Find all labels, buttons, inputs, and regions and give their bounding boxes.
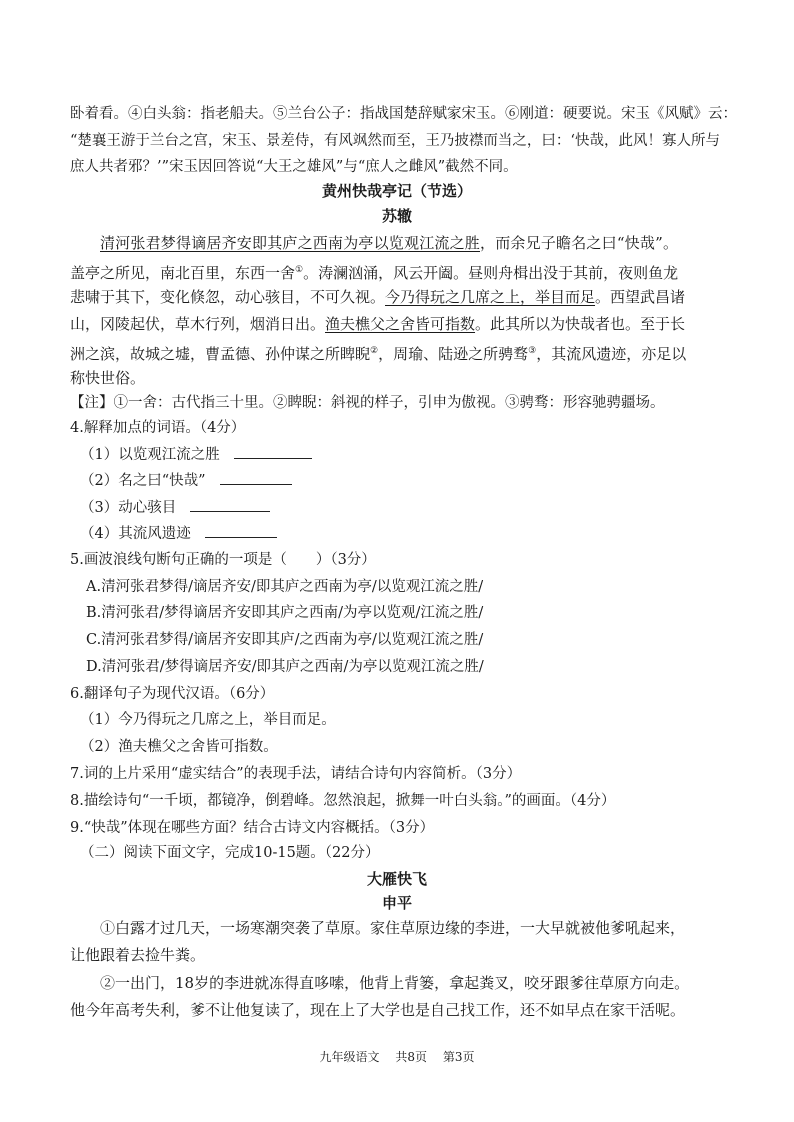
q5-option-b[interactable]: B.清河张君/梦得谪居齐安即其庐之西南/为亭以览观/江流之胜/	[86, 605, 484, 621]
footnote-line-3: 庶人共者邪？’”宋玉因回答说“大王之雄风”与“庶人之雌风”截然不同。	[70, 159, 518, 175]
answer-blank[interactable]	[190, 497, 270, 512]
answer-blank[interactable]	[220, 470, 292, 485]
question-5: 5.画波浪线句断句正确的一项是（ ）（3分）	[70, 552, 376, 568]
q6-item-2: （2）渔夫樵父之舍皆可指数。	[80, 739, 278, 755]
story-title: 大雁快飞	[366, 870, 427, 888]
wavy-sentence: 清河张君梦得谪居齐安即其庐之西南为亭以览观江流之胜	[100, 234, 481, 252]
story-author: 申平	[381, 894, 412, 912]
q6-item-1: （1）今乃得玩之几席之上，举目而足。	[80, 712, 336, 728]
q4-item-2: （2）名之曰“快哉”	[80, 470, 750, 491]
q5-option-d[interactable]: D.清河张君/梦得谪居齐安/即其庐之西南/为亭以览观江流之胜/	[86, 659, 484, 675]
question-8: 8.描绘诗句“一千顷，都镜净，倒碧峰。忽然浪起，掀舞一叶白头翁。”的画面。（4分）	[70, 793, 616, 809]
underlined-sentence-1: 今乃得玩之几席之上，举目而足	[385, 288, 596, 306]
story-p2-line-2: 他今年高考失利，爹不让他复读了，现在上了大学也是自己找工作，还不如早点在家干活呢。	[70, 1001, 686, 1019]
question-6: 6.翻译句子为现代汉语。（6分）	[70, 686, 275, 702]
footnote-line-2: “楚襄王游于兰台之宫，宋玉、景差侍，有风飒然而至，王乃披襟而当之，曰：‘快哉，此风！寡人所与	[70, 133, 721, 149]
page-footer	[0, 1048, 794, 1065]
story-p1-line-2: 让他跟着去捡牛粪。	[70, 946, 206, 964]
q4-item-1: （1）以览观江流之胜	[80, 444, 750, 465]
q4-item-3: （3）动心骇目	[80, 497, 750, 518]
essay-line-6: 称快世俗。	[70, 369, 146, 387]
story-p1-line-1: ①白露才过几天，一场寒潮突袭了草原。家住草原边缘的李进，一大早就被他爹吼起来，	[100, 919, 686, 937]
story-p2-line-1: ②一出门，18岁的李进就冻得直哆嗦，他背上背篓，拿起粪叉，咬牙跟爹往草原方向走。	[100, 974, 690, 992]
q5-option-c[interactable]: C.清河张君梦得/谪居齐安即其庐/之西南为亭/以览观江流之胜/	[86, 632, 484, 648]
footer-total-pages: 共8页	[395, 1050, 427, 1064]
essay-note: 【注】①一舍：古代指三十里。②睥睨：斜视的样子，引申为傲视。③骋骛：形容驰骋疆场。	[70, 395, 665, 411]
answer-blank[interactable]	[205, 523, 277, 538]
footnote-line-1: 卧着看。④白头翁：指老船夫。⑤兰台公子：指战国楚辞赋家宋玉。⑥刚道：硬要说。宋玉《风赋》云：	[70, 106, 737, 122]
footer-subject: 九年级语文	[319, 1050, 380, 1064]
essay-line-2: 盖亭之所见，南北百里，东西一舍①。涛澜汹涌，风云开阖。昼则舟楫出没于其前，夜则鱼龙	[70, 264, 679, 282]
essay-line-5: 洲之滨，故城之墟，曹孟德、孙仲谋之所睥睨②，周瑜、陆逊之所骋骛③，其流风遗迹，亦足以	[70, 345, 687, 363]
essay-line-3: 悲啸于其下，变化倏忽，动心骇目，不可久视。今乃得玩之几席之上，举目而足。西望武昌诸	[70, 288, 686, 306]
q5-option-a[interactable]: A.清河张君梦得/谪居齐安/即其庐之西南为亭/以览观江流之胜/	[86, 579, 484, 595]
question-7: 7.词的上片采用“虚实结合”的表现手法，请结合诗句内容简析。（3分）	[70, 766, 522, 782]
question-9: 9.“快哉”体现在哪些方面？结合古诗文内容概括。（3分）	[70, 820, 435, 836]
essay-line-1: 清河张君梦得谪居齐安即其庐之西南为亭以览观江流之胜，而余兄子瞻名之曰“快哉”。	[100, 234, 679, 252]
section-2-heading: （二）阅读下面文字，完成10-15题。（22分）	[80, 845, 380, 861]
underlined-sentence-2: 渔夫樵父之舍皆可指数	[325, 315, 476, 333]
essay-line-4: 山，冈陵起伏，草木行列，烟消日出。渔夫樵父之舍皆可指数。此其所以为快哉者也。至于长	[70, 315, 686, 333]
essay-author: 苏辙	[381, 207, 412, 225]
question-4: 4.解释加点的词语。（4分）	[70, 420, 246, 436]
q4-item-4: （4）其流风遗迹	[80, 523, 750, 544]
essay-title: 黄州快哉亭记（节选）	[321, 182, 472, 200]
footer-page-number: 第3页	[442, 1050, 475, 1064]
answer-blank[interactable]	[234, 444, 312, 459]
